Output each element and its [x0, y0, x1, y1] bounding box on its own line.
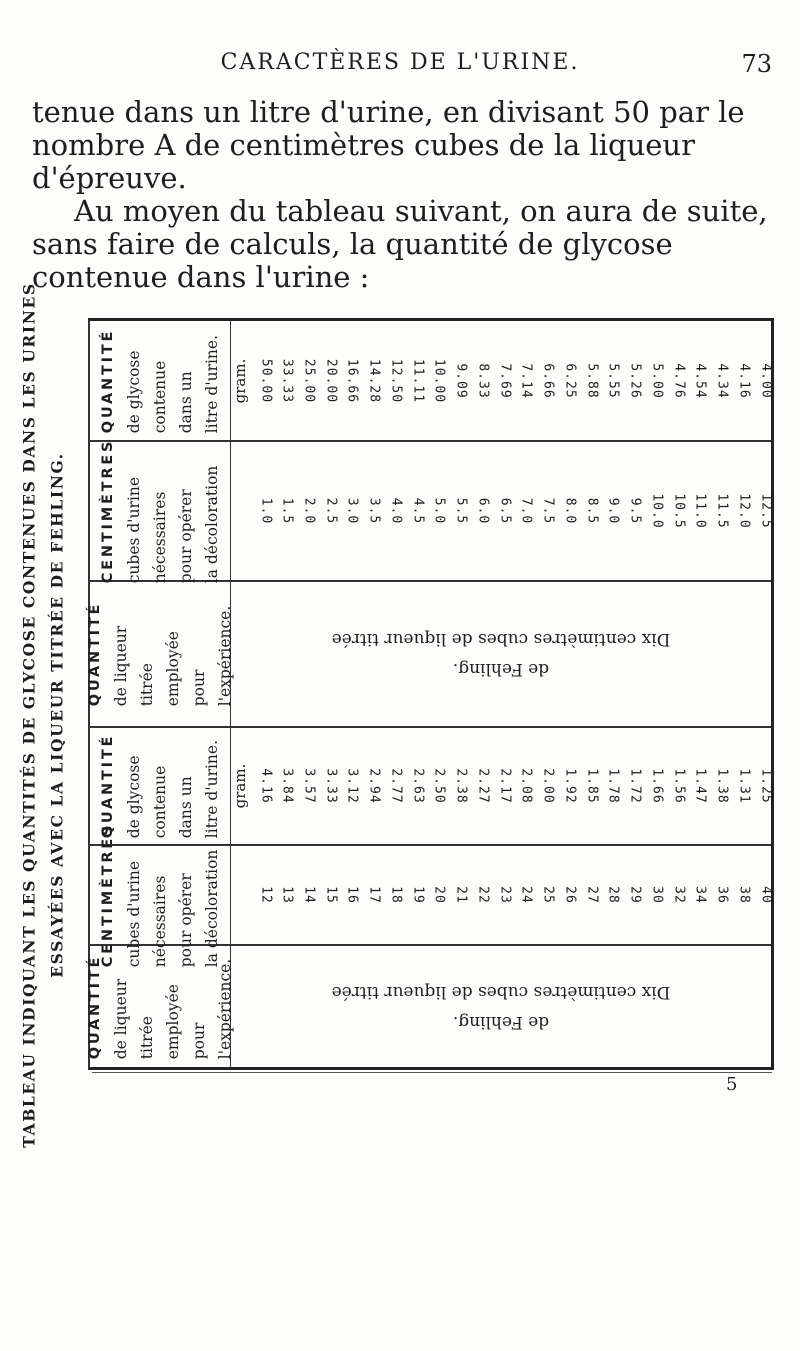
glycose-value: 1.56 — [671, 768, 687, 804]
centimetres-value: 24 — [518, 886, 534, 904]
centimetres-value: 10.0 — [649, 493, 665, 529]
centimetres-value: 12.5 — [758, 493, 773, 529]
glycose-value: 2.27 — [475, 768, 491, 804]
centimetres-value: 32 — [671, 886, 687, 904]
intro-text — [32, 96, 777, 294]
glycose-value: 50.00 — [258, 358, 273, 403]
band-liqueur-1 — [87, 582, 771, 728]
glycose-value: 3.57 — [301, 768, 317, 804]
centimetres-value: 1.5 — [279, 497, 295, 525]
centimetres-value: 5.0 — [431, 497, 447, 525]
centimetres-value: 36 — [714, 886, 730, 904]
centimetres-value: 18 — [388, 886, 404, 904]
header-quantite-glycose-2: QUANTITÉ de glycose contenue dans un litre d'urine. — [90, 728, 231, 844]
glycose-value: 11.11 — [410, 358, 426, 403]
centimetres-value: 34 — [692, 886, 708, 904]
header-centimetres: CENTIMÈTRES cubes d'urine nécessaires pour opérer la décoloration — [90, 442, 231, 580]
centimetres-value: 1.0 — [258, 497, 273, 525]
glycose-value: 2.50 — [431, 768, 447, 804]
centimetres-value: 30 — [649, 886, 665, 904]
centimetres-value: 10.5 — [671, 493, 687, 529]
glycose-value: 1.38 — [714, 768, 730, 804]
table-title-line-1: TABLEAU INDIQUANT LES QUANTITÉS DE GLYCOSE CONTENUES DANS LES URINES — [19, 282, 39, 1148]
glycose-value: 1.25 — [758, 768, 773, 804]
glycose-value: 2.00 — [540, 768, 556, 804]
signature-mark: 5 — [726, 1074, 738, 1095]
centimetres-value: 2.0 — [301, 497, 317, 525]
centimetres-value: 5.5 — [453, 497, 469, 525]
table-title — [6, 282, 80, 1148]
page-number: 73 — [741, 50, 772, 78]
glycose-value: 1.92 — [562, 768, 578, 804]
band-centimetres-1 — [90, 438, 773, 584]
header-quantite-glycose: QUANTITÉ de glycose contenue dans un litre d'urine. — [90, 321, 231, 440]
glycose-value: 1.72 — [627, 768, 643, 804]
glycose-table — [88, 318, 774, 1070]
glycose-value: 2.08 — [518, 768, 534, 804]
glycose-value: 16.66 — [344, 358, 360, 403]
glycose-value: 9.09 — [453, 362, 469, 399]
glycose-value: 4.76 — [671, 362, 687, 399]
unit-label-2: gram. — [231, 763, 249, 809]
glycose-value: 14.28 — [366, 358, 382, 403]
glycose-value: 12.50 — [388, 358, 404, 403]
centimetres-value: 9.5 — [627, 497, 643, 525]
glycose-value: 3.33 — [323, 768, 339, 804]
glycose-value: 2.63 — [410, 768, 426, 804]
unit-label: gram. — [231, 358, 249, 403]
centimetres-value: 38 — [736, 886, 752, 904]
header-quantite-liqueur-2: QUANTITÉ de liqueur titrée employée pour l'expérience. — [90, 946, 231, 1068]
glycose-value: 6.25 — [562, 362, 578, 399]
intro-paragraph-1: tenue dans un litre d'urine, en divisant 50 par le nombre A de centimètres cubes de la liqueur d'épreuve. — [32, 95, 745, 195]
centimetres-value: 8.0 — [562, 497, 578, 525]
centimetres-value: 21 — [453, 886, 469, 904]
centimetres-value: 23 — [497, 886, 513, 904]
band-centimetres-2 — [90, 822, 773, 968]
centimetres-value: 12.0 — [736, 493, 752, 529]
centimetres-value: 17 — [366, 886, 382, 904]
liqueur-value-2: de Fehling. Dix centimètres cubes de liqueur titrée — [331, 982, 670, 1032]
glycose-value: 2.94 — [366, 768, 382, 804]
glycose-value: 2.77 — [388, 768, 404, 804]
glycose-value: 7.14 — [518, 362, 534, 399]
centimetres-value: 26 — [562, 886, 578, 904]
running-title: CARACTÈRES DE L'URINE. — [220, 50, 580, 75]
centimetres-value: 22 — [475, 886, 491, 904]
centimetres-value: 4.0 — [388, 497, 404, 525]
footer-rule — [92, 1072, 772, 1073]
band-glycose-1 — [90, 321, 771, 442]
liqueur-value: de Fehling. Dix centimètres cubes de liqueur titrée — [331, 629, 670, 679]
centimetres-value: 9.0 — [605, 497, 621, 525]
glycose-value: 4.34 — [714, 362, 730, 399]
centimetres-value: 6.5 — [497, 497, 513, 525]
centimetres-value: 11.5 — [714, 493, 730, 529]
glycose-value: 33.33 — [279, 358, 295, 403]
glycose-value: 3.12 — [344, 768, 360, 804]
glycose-value: 8.33 — [475, 362, 491, 399]
glycose-value: 1.66 — [649, 768, 665, 804]
centimetres-value: 28 — [605, 886, 621, 904]
intro-paragraph-2: Au moyen du tableau suivant, on aura de suite, sans faire de calculs, la quantité de glycose contenue dans l'urine : — [32, 194, 768, 294]
glycose-value: 4.00 — [758, 362, 773, 399]
centimetres-value: 7.0 — [518, 497, 534, 525]
centimetres-value: 6.0 — [475, 497, 491, 525]
glycose-value: 1.78 — [605, 768, 621, 804]
centimetres-value: 27 — [584, 886, 600, 904]
centimetres-value: 20 — [431, 886, 447, 904]
glycose-value: 10.00 — [431, 358, 447, 403]
centimetres-value: 14 — [301, 886, 317, 904]
glycose-value: 2.17 — [497, 768, 513, 804]
glycose-value: 4.16 — [736, 362, 752, 399]
glycose-value: 20.00 — [323, 358, 339, 403]
glycose-value: 5.00 — [649, 362, 665, 399]
centimetres-value: 4.5 — [410, 497, 426, 525]
centimetres-value: 13 — [279, 886, 295, 904]
glycose-value: 4.16 — [258, 768, 273, 804]
glycose-value: 4.54 — [692, 362, 708, 399]
page-header — [0, 50, 800, 90]
glycose-value: 5.26 — [627, 362, 643, 399]
glycose-value: 1.47 — [692, 768, 708, 804]
glycose-value: 6.66 — [540, 362, 556, 399]
centimetres-value: 3.0 — [344, 497, 360, 525]
centimetres-value: 12 — [258, 886, 273, 904]
glycose-value: 1.85 — [584, 768, 600, 804]
centimetres-value: 8.5 — [584, 497, 600, 525]
header-centimetres-2: CENTIMÈTRES cubes d'urine nécessaires pour opérer la décoloration — [90, 846, 231, 944]
centimetres-value: 3.5 — [366, 497, 382, 525]
glycose-value: 7.69 — [497, 362, 513, 399]
centimetres-value: 7.5 — [540, 497, 556, 525]
glycose-value: 25.00 — [301, 358, 317, 403]
centimetres-value: 11.0 — [692, 493, 708, 529]
centimetres-value: 2.5 — [323, 497, 339, 525]
centimetres-value: 16 — [344, 886, 360, 904]
glycose-value: 2.38 — [453, 768, 469, 804]
glycose-value: 3.84 — [279, 768, 295, 804]
centimetres-value: 19 — [410, 886, 426, 904]
glycose-value: 5.88 — [584, 362, 600, 399]
centimetres-value: 25 — [540, 886, 556, 904]
centimetres-value: 15 — [323, 886, 339, 904]
header-quantite-liqueur: QUANTITÉ de liqueur titrée employée pour l'expérience. — [90, 582, 231, 726]
band-liqueur-2 — [87, 946, 771, 1068]
glycose-value: 1.31 — [736, 768, 752, 804]
table-title-line-2: ESSAYÉES AVEC LA LIQUEUR TITRÉE DE FEHLING. — [47, 452, 67, 978]
centimetres-value: 40 — [758, 886, 773, 904]
centimetres-value: 29 — [627, 886, 643, 904]
glycose-value: 5.55 — [605, 362, 621, 399]
